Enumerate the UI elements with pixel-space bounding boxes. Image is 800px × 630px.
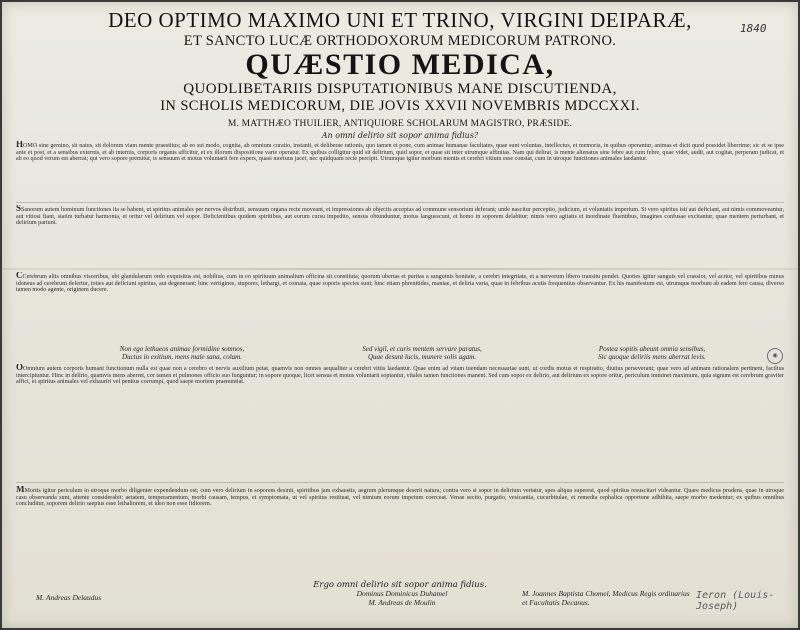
verse-line: Quae desunt lucis, munere solis agam. xyxy=(367,353,477,361)
paragraph-4 xyxy=(16,364,784,480)
verse-block-right xyxy=(542,345,762,361)
question-motto: An omni delirio sit sopor anima fidius? xyxy=(321,131,479,140)
divider xyxy=(16,202,784,203)
signatory-center-line: Dominus Dominicus Duhamel xyxy=(356,589,448,598)
verse-line: Sed vigil, et curis mentem servare paratus, xyxy=(362,345,482,353)
dedication-line: DEO OPTIMO MAXIMO UNI ET TRINO, VIRGINI DEIPARÆ, xyxy=(108,8,692,32)
verse-block-center xyxy=(302,345,542,361)
conclusion-line: Ergo omni delirio sit sopor anima fidius. xyxy=(313,580,487,590)
drop-cap: O xyxy=(16,364,24,372)
patron-line: ET SANCTO LUCÆ ORTHODOXORUM MEDICORUM PATRONO. xyxy=(183,33,617,49)
paragraph-4-text: Omnium autem corporis humani functionum nulla est quae non a cerebro et nervis auxilium petat, quamvis non omnes aequaliter a cerebri vitiis laedantur. Quae enim ad vitam tuendam necessariae sunt, ut cordis motus et respiratio, diutius perseverant; quae vero ad animam rationalem pertinent, facilius intercipiuntur. Hinc in delirio, quamvis mens aberret, cor tamen et pulmones officio suo funguntur; in sopore quoque, licet sensus et motus voluntarii sopiantur, vitales tamen functiones manent. Sed cum sopor ex delirio, aut delirium ex sopore oritur, periculum imminet maximum, quia signum est cerebrum graviter affici, et spiritus animales vel exhauriri vel penitus corrumpi, quod saepe mortem praenuntiat. xyxy=(16,366,784,386)
divider xyxy=(16,482,784,483)
signatory-right xyxy=(522,589,692,607)
paragraph-2 xyxy=(16,205,784,265)
disputation-line: QUODLIBETARIIS DISPUTATIONIBUS MANE DISCUTIENDA, xyxy=(183,81,617,97)
president-line: M. MATTHÆO THUILIER, ANTIQUIORE SCHOLARUM MAGISTRO, PRÆSIDE. xyxy=(227,119,573,129)
verse-line: Sic quoque deliriis mens aberrat levis. xyxy=(598,353,706,361)
signatory-center xyxy=(302,589,502,607)
broadside-sheet xyxy=(2,2,798,628)
drop-cap: C xyxy=(16,272,23,280)
handwritten-signature: Ieron (Louis-Joseph) xyxy=(696,590,775,612)
paragraph-2-text: Sanorum autem hominum functiones ita se habent, ut spiritus animales per nervos distributi, sensuum organa recte moveant, et impressiones ab objectis acceptas ad commune sensorium deferant; unde nascitur perceptio, judicium, et voluntatis imperium. Si vero spiritus isti aut deficiant, aut nimis commoveantur, aut vitiosi fiant, statim turbatur harmonia, et oritur vel delirium vel sopor. Deficientibus quidem spiritibus, aut eorum cursu impedito, sensus obtunduntur, motus languescunt, et homo in soporem delabitur; nimis vero agitatis et inordinate fluentibus, imagines confusae excitantur, quae mentem perturbant, et delirium pariunt. xyxy=(16,207,784,227)
handwritten-annotation: 1840 xyxy=(740,22,767,35)
drop-cap: S xyxy=(16,205,22,213)
signatory-right-line: et Facultatis Decanus. xyxy=(522,598,590,607)
drop-cap: M xyxy=(16,486,25,494)
drop-cap: H xyxy=(16,141,24,149)
paragraph-5-text: Mortis igitur periculum in utroque morbo diligenter expendendum est; cum vero delirium in soporem desinit, spiritibus jam exhaustis, aegrum plerumque deserit natura; contra vero si sopor in delirium vertatur, spes aliqua superest, quod spiritus resuscitari videantur. Quare medicus prudens, quae in utroque casu observanda sunt, attente considerabit: aetatem, temperamentum, morbi causam, tempus, et symptomata, ut vel spiritus restituat, vel nimium eorum impetum coerceat. Venae sectio, purgatio, vesicantia, cucurbitulae, et remedia cephalica opportune adhibita, saepe morbo medentur; ex quibus omnibus concluditur, soporem delirio saepius esse lethaliorem, et ideo non esse fidiorem. xyxy=(16,488,784,508)
date-line: IN SCHOLIS MEDICORUM, DIE JOVIS XXVII NOVEMBRIS MDCCXXI. xyxy=(160,98,640,114)
verse-line: Postea sopitis abeunt omnia sensibus, xyxy=(598,345,706,353)
verse-block-left xyxy=(62,345,302,361)
signatory-center-line: M. Andreas de Moulin xyxy=(368,598,436,607)
signatory-left: M. Andreas Delaudus xyxy=(36,593,102,602)
thesis-title: QUÆSTIO MEDICA, xyxy=(245,48,555,81)
verse-line: Non ego lethaeos animae formidine somnos, xyxy=(119,345,245,353)
paragraph-3-text: Cerebrum aliis omnibus visceribus, ubi glandularum ordo exquisitus est, nobilius, cum in eo spirituum animalium officina sit constituta; quorum ubertas et puritas a sanguinis bonitate, a cerebri integritate, et a nervorum libero transitu pendet. Quoties igitur sanguis vel crassior, vel acrior, vel spiritibus minus idoneus ad cerebrum defertur, toties aut deficiunt spiritus, aut degenerant; hinc vertigines, stupores, lethargi, et comata, quae soporis species sunt; hinc etiam phrenitides, maniae, et deliria varia, quae in febribus acutis frequentius observantur. Ex his manifestum est, utrumque morbum ab eadem fere causa, diverso tamen modo agente, originem ducere. xyxy=(16,274,784,294)
library-stamp-icon: ◉ xyxy=(767,348,783,364)
paragraph-3 xyxy=(16,272,784,344)
paragraph-1-text: OMO sine gemino, sit natus, sit dolorum viam mente praestitus; ab eo sui modo, cognita, ab omnium curatio, instanti, et deliberae rationis, quo tamen et pone, cum animae humanae facultates, quae sunt voluntas, intellectus, et memoria, in quibus operantur, animas et dicit quod possidet liberrime; sic et se ipse ante et post, et a sensibus externis, et ab internis, corporis organis afficitur, et ex illorum dispositione varie operatur. Ex quibus colligitur quid sit delirium, quid sopor, et quae sit inter utrumque affinitas. Nam qui delirat, is mente alienatus sine febre aut cum febre, quae videt, audit, aut cogitat, perperam judicat, et ab eo quod verum est aberrat; qui vero sopore premitur, is sensuum et motus voluntarii fere expers, quasi mortuus jacet, nec quidquam recte percipit. Utrumque igitur morbum mentis et cerebri vitium esse constat, cum in utroque functiones animales laedantur. xyxy=(16,143,784,163)
paper-fold xyxy=(2,268,798,270)
paragraph-5 xyxy=(16,486,784,578)
paragraph-1 xyxy=(16,141,784,200)
verse-line: Ductus in exitium, mens male sana, colam. xyxy=(122,353,242,361)
signatory-right-line: M. Joannes Baptista Chomel, Medicus Regis ordinarius xyxy=(522,589,690,598)
